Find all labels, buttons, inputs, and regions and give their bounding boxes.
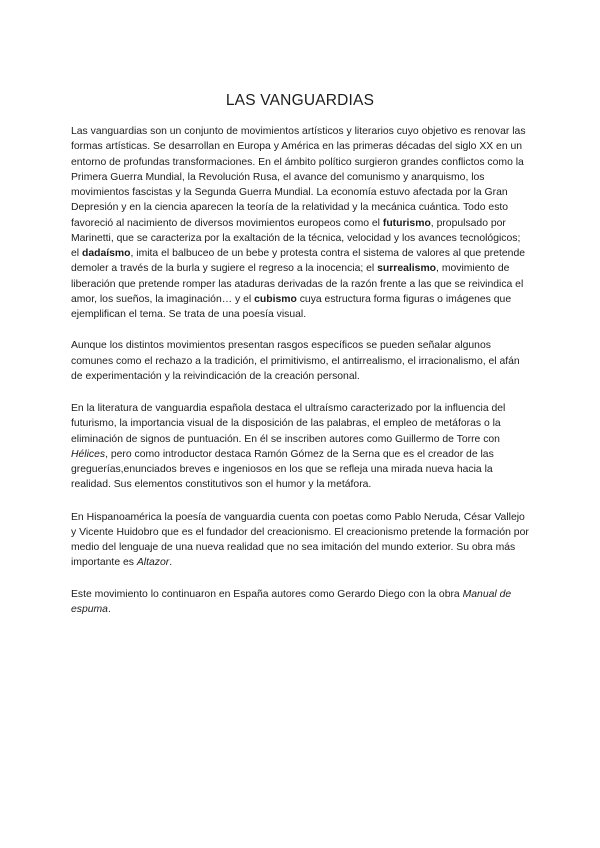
page-title: LAS VANGUARDIAS [225, 92, 375, 109]
text-run: Las vanguardias son un conjunto de movimientos artísticos y literarios cuyo objetivo es renovar las formas artísticas. Se desarrollan en Europa y América en las primeras décadas del siglo XX en un entorno de profundas transformaciones. En el ámbito político surgieron grandes conflictos como la Primera Guerra Mundial, la Revolución Rusa, el avance del comunismo y anarquismo, los movimientos fascistas y la Segunda Guerra Mundial. La economía estuvo afectada por la Gran Depresión y en la ciencia aparecen la teoría de la relatividad y la mecánica cuántica. Todo esto favoreció al nacimiento de diversos movimientos europeos como el [71, 126, 526, 229]
paragraph-continuacion [71, 587, 531, 618]
text-run: , propulsado por Marinetti, que se caracteriza por la exaltación de la técnica, velocidad y los avances tecnológicos; el [71, 217, 521, 259]
paragraph-espana [71, 401, 531, 493]
title-altazor: Altazor [136, 557, 170, 569]
document-body [71, 124, 531, 633]
text-run: En Hispanoamérica la poesía de vanguardia cuenta con poetas como Pablo Neruda, César Vallejo y Vicente Huidobro que es el fundador del creacionismo. El creacionismo pretende la formación por medio del lenguaje de una nueva realidad que no sea imitación del mundo exterior. Su obra más importante es [71, 511, 529, 569]
title-helices: Hélices [71, 448, 106, 460]
paragraph-rasgos: Aunque los distintos movimientos presentan rasgos específicos se pueden señalar algunos comunes como el rechazo a la tradición, el primitivismo, el antirrealismo, el irracionalismo, el afán de experimentación y la reivindicación de la creación personal. [71, 340, 520, 382]
text-run: En la literatura de vanguardia española destaca el ultraísmo caracterizado por la influencia del futurismo, la importancia visual de la disposición de las palabras, el empleo de metáforas o la eliminación de signos de puntuación. En él se inscriben autores como Guillermo de Torre con [71, 403, 506, 445]
text-run: Este movimiento lo continuaron en España autores como Gerardo Diego con la obra [71, 588, 463, 600]
text-run: cuya estructura forma figuras o imágenes que ejemplifican el tema. Se trata de una poesía visual. [71, 293, 512, 320]
text-run: , movimiento de liberación que pretende romper las ataduras derivadas de la razón frente a las que se reivindica el amor, los sueños, la imaginación… y el [71, 263, 524, 305]
term-surrealismo: surrealismo [377, 263, 437, 275]
text-run: . [107, 603, 111, 615]
title-manual-de-espuma: Manual de espuma [71, 588, 512, 615]
term-cubismo: cubismo [254, 293, 297, 305]
text-run: , imita el balbuceo de un bebe y protesta contra el sistema de valores al que pretende demoler a través de la burla y sugiere el regreso a la inocencia; el [71, 248, 526, 275]
paragraph-introduction [71, 124, 531, 322]
text-run: , pero como introductor destaca Ramón Gómez de la Serna que es el creador de las greguerías,enunciados breves e ingeniosos en los que se refleja una mirada nueva hacia la realidad. Sus elementos constitutivos son el humor y la metáfora. [71, 448, 494, 491]
paragraph-hispanoamerica [71, 510, 531, 571]
text-run: . [169, 557, 173, 569]
term-futurismo: futurismo [382, 217, 431, 229]
term-dadaismo: dadaísmo [81, 248, 131, 259]
